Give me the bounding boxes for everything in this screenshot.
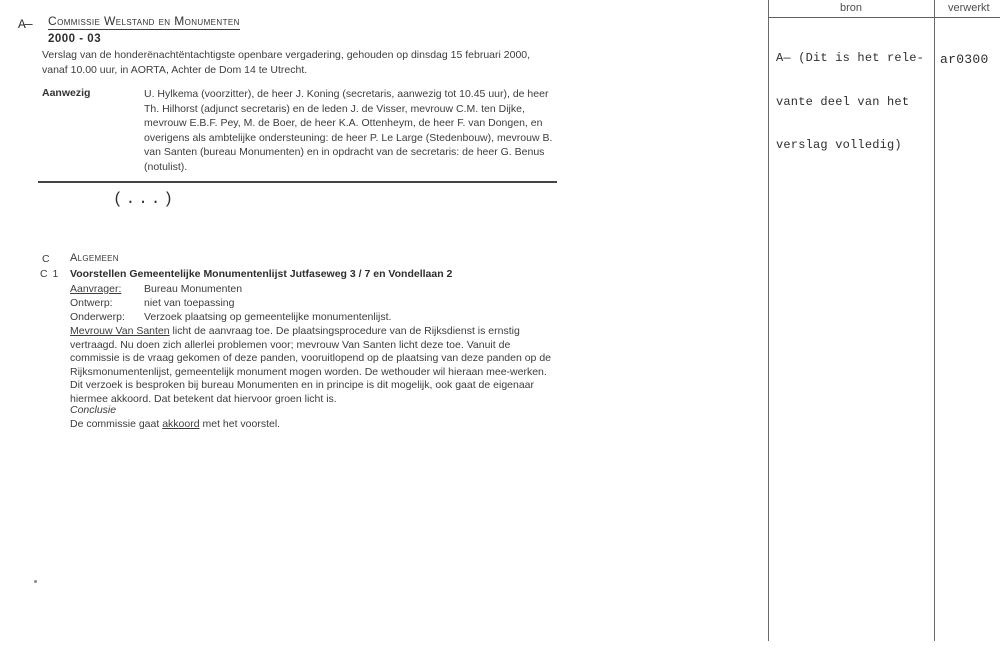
body-lead-underlined: Mevrouw Van Santen: [70, 325, 170, 337]
field-row-ontwerp: [70, 297, 560, 309]
field-value-ontwerp: niet van toepassing: [144, 297, 235, 309]
field-label-ontwerp: Ontwerp:: [70, 297, 113, 309]
body-rest: licht de aanvraag toe. De plaatsingsprocedure van de Rijksdienst is ernstig vertraagd. Nu doen zich allerlei problemen voor; mevrouw Van Santen licht deze toe. Vanuit de commissie is de vraag gekomen of deze panden, vooruitlopend op de plaatsing van deze panden op de Rijksmonumentenlijst, gemeentelijk monument mogen worden. De wethouder wil hieraan mee-werken. Dit verzoek is besproken bij bureau Monumenten en in principe is dit mogelijk, ook gaat de eigenaar hiermee akkoord. Dat betekent dat hiervoor groen licht is.: [70, 325, 551, 405]
document-title: Commissie Welstand en Monumenten: [48, 14, 240, 28]
column-header-bron: bron: [839, 2, 863, 14]
margin-annotation-marker: A—: [18, 17, 32, 32]
conclusion-post: met het voorstel.: [199, 418, 281, 430]
conclusion-label: Conclusie: [70, 404, 117, 416]
field-value-onderwerp: Verzoek plaatsing op gemeentelijke monumentenlijst.: [144, 311, 392, 323]
margin-table-header: [768, 0, 1000, 18]
section-label: Algemeen: [70, 252, 119, 264]
verwerkt-code: ar0300: [940, 52, 989, 67]
scan-speck: [34, 580, 37, 583]
agenda-item-index: C 1: [40, 268, 60, 280]
attendees-list: U. Hylkema (voorzitter), de heer J. Koning (secretaris, aanwezig tot 10.45 uur), de heer Th. Hilhorst (adjunct secretaris) en de leden J. de Visser, mevrouw C.M. ten Dijke, mevrouw E.B.F. Pey, M. de Boer, de heer K.A. Ottenheym, de heer F. van Dongen, en overigens als ambtelijke ondersteuning: de heer P. Le Large (Stedenbouw), mevrouw B. van Santen (bureau Monumenten) en in opdracht van de secretaris: de heer G. Benus (notulist).: [144, 88, 553, 173]
conclusion-line: [70, 418, 280, 430]
conclusion-pre: De commissie gaat: [70, 418, 163, 430]
field-row-onderwerp: [70, 311, 560, 323]
bron-note-line-3: verslag volledig): [776, 138, 902, 152]
conclusion-underlined: akkoord: [162, 418, 200, 430]
agenda-item-title: Voorstellen Gemeentelijke Monumentenlijst Jutfaseweg 3 / 7 en Vondellaan 2: [70, 268, 453, 280]
field-label-aanvrager: Aanvrager:: [70, 283, 122, 295]
section-index: C: [42, 253, 50, 265]
field-value-aanvrager: Bureau Monumenten: [144, 283, 243, 295]
bron-note-line-2: vante deel van het: [776, 94, 910, 109]
margin-table-middle-line: [934, 0, 935, 641]
field-row-aanvrager: [70, 283, 560, 295]
horizontal-divider: [38, 181, 557, 183]
attendees-label: Aanwezig: [42, 87, 91, 99]
document-number: 2000 - 03: [48, 33, 102, 45]
margin-table-left-line: [768, 0, 769, 641]
bron-typewritten-note: [776, 22, 924, 182]
omission-mark: (...): [113, 190, 177, 208]
bron-note-line-1: A— (Dit is het rele-: [776, 51, 925, 65]
margin-table: [768, 0, 1000, 641]
document-header: [48, 12, 240, 45]
agenda-item-body: [70, 325, 562, 406]
column-header-verwerkt: verwerkt: [948, 2, 990, 14]
field-label-onderwerp: Onderwerp:: [70, 311, 125, 323]
meeting-intro-paragraph: Verslag van de honderënachtëntachtigste openbare vergadering, gehouden op dinsdag 15 februari 2000, vanaf 10.00 uur, in AORTA, Achter de Dom 14 te Utrecht.: [42, 49, 531, 76]
